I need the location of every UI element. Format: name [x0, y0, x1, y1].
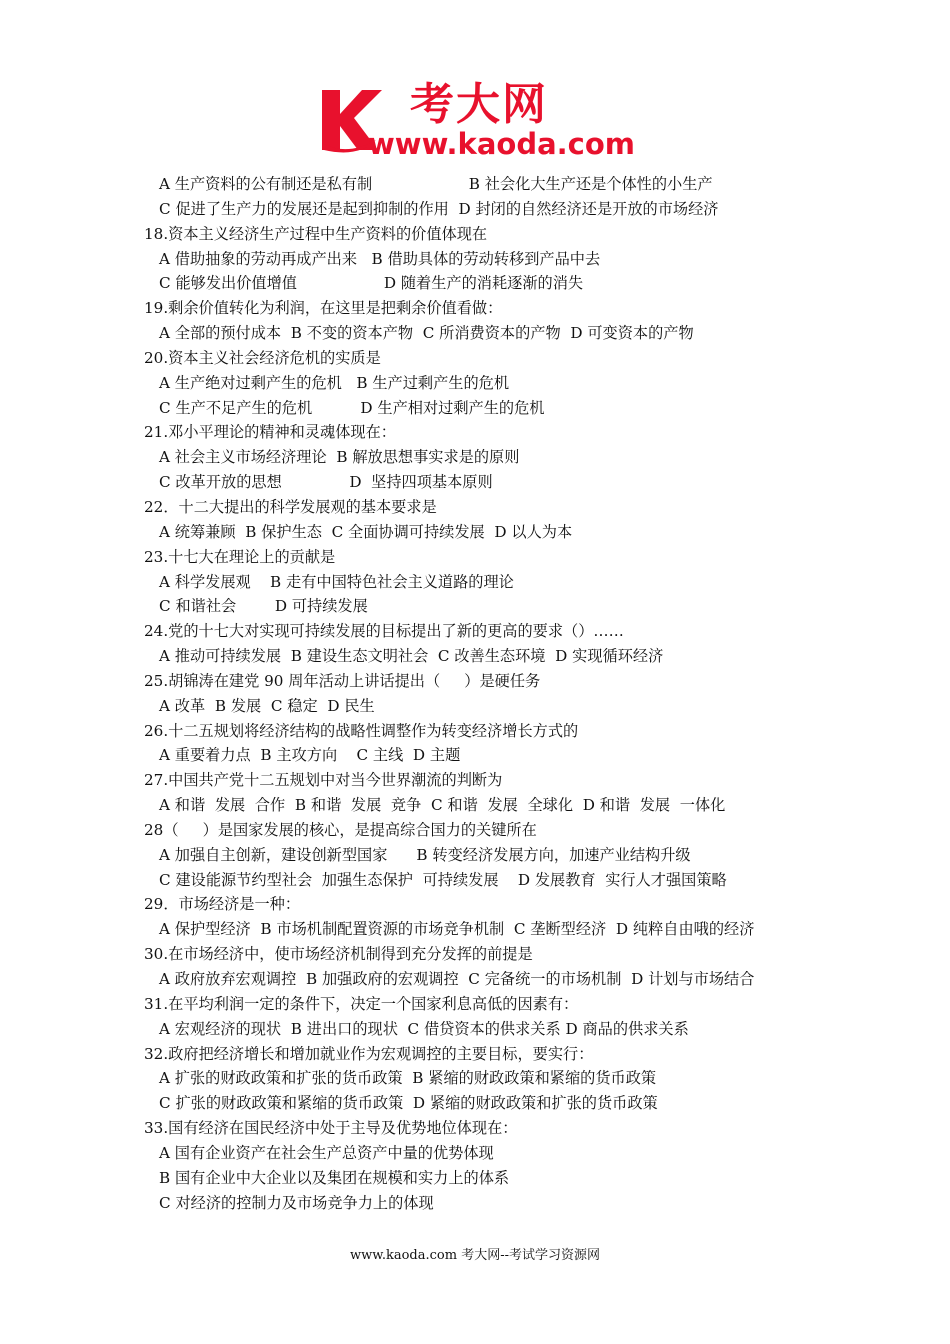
answer-options-line: A 和谐 发展 合作 B 和谐 发展 竞争 C 和谐 发展 全球化 D 和谐 发展 一体化: [159, 796, 726, 815]
logo-brand-name: 考大网: [410, 79, 548, 130]
answer-options-line: C 能够发出价值增值 D 随着生产的消耗逐渐的消失: [159, 274, 584, 293]
answer-options-line: A 科学发展观 B 走有中国特色社会主义道路的理论: [159, 572, 514, 591]
answer-options-line: A 加强自主创新，建设创新型国家 B 转变经济发展方向，加速产业结构升级: [159, 845, 691, 864]
answer-options-line: C 扩张的财政政策和紧缩的货币政策 D 紧缩的财政政策和扩张的货币政策: [159, 1094, 658, 1113]
question-line: 20.资本主义社会经济危机的实质是: [144, 348, 381, 367]
answer-options-line: A 保护型经济 B 市场机制配置资源的市场竞争机制 C 垄断型经济 D 纯粹自由哦的经济: [159, 920, 755, 939]
answer-options-line: A 宏观经济的现状 B 进出口的现状 C 借贷资本的供求关系 D 商品的供求关系: [159, 1019, 689, 1038]
answer-options-line: A 改革 B 发展 C 稳定 D 民生: [159, 696, 375, 715]
question-line: 24.党的十七大对实现可持续发展的目标提出了新的更高的要求（）……: [144, 622, 624, 641]
question-line: 25.胡锦涛在建党 90 周年活动上讲话提出（ ）是硬任务: [144, 671, 541, 690]
answer-options-line: A 社会主义市场经济理论 B 解放思想事实求是的原则: [159, 448, 520, 467]
question-line: 29．市场经济是一种：: [144, 895, 301, 914]
answer-options-line: A 重要着力点 B 主攻方向 C 主线 D 主题: [159, 746, 461, 765]
answer-options-line: A 国有企业资产在社会生产总资产中量的优势体现: [159, 1143, 494, 1162]
question-line: 32.政府把经济增长和增加就业作为宏观调控的主要目标，要实行：: [144, 1044, 594, 1063]
question-line: 27.中国共产党十二五规划中对当今世界潮流的判断为: [144, 771, 503, 790]
question-line: 28（ ）是国家发展的核心，是提高综合国力的关键所在: [144, 820, 537, 839]
question-line: 31.在平均利润一定的条件下，决定一个国家利息高低的因素有：: [144, 994, 579, 1013]
question-line: 18.资本主义经济生产过程中生产资料的价值体现在: [144, 224, 488, 243]
question-line: 33.国有经济在国民经济中处于主导及优势地位体现在：: [144, 1119, 518, 1138]
question-line: 19.剩余价值转化为利润，在这里是把剩余价值看做：: [144, 299, 503, 318]
answer-options-line: A 借助抽象的劳动再成产出来 B 借助具体的劳动转移到产品中去: [159, 249, 601, 268]
answer-options-line: C 建设能源节约型社会 加强生态保护 可持续发展 D 发展教育 实行人才强国策略: [159, 870, 727, 889]
question-line: 30.在市场经济中，使市场经济机制得到充分发挥的前提是: [144, 945, 533, 964]
answer-options-line: A 生产资料的公有制还是私有制 B 社会化大生产还是个体性的小生产: [159, 175, 713, 193]
page-footer: www.kaoda.com 考大网--考试学习资源网: [350, 1248, 600, 1263]
answer-options-line: C 生产不足产生的危机 D 生产相对过剩产生的危机: [159, 398, 545, 417]
question-line: 23.十七大在理论上的贡献是: [144, 547, 336, 566]
logo-url: www.kaoda.com: [368, 127, 635, 161]
answer-options-line: C 促进了生产力的发展还是起到抑制的作用 D 封闭的自然经济还是开放的市场经济: [159, 199, 719, 218]
kaoda-logo: [318, 80, 640, 162]
answer-options-line: A 生产绝对过剩产生的危机 B 生产过剩产生的危机: [159, 373, 510, 392]
answer-options-line: A 统筹兼顾 B 保护生态 C 全面协调可持续发展 D 以人为本: [159, 522, 573, 541]
answer-options-line: A 全部的预付成本 B 不变的资本产物 C 所消费资本的产物 D 可变资本的产物: [159, 324, 694, 343]
question-line: 22．十二大提出的科学发展观的基本要求是: [144, 497, 437, 516]
question-line: 26.十二五规划将经济结构的战略性调整作为转变经济增长方式的: [144, 721, 579, 740]
answer-options-line: C 对经济的控制力及市场竞争力上的体现: [159, 1193, 434, 1212]
answer-options-line: A 政府放弃宏观调控 B 加强政府的宏观调控 C 完备统一的市场机制 D 计划与市场结合: [159, 970, 755, 988]
question-list: [144, 172, 844, 1215]
answer-options-line: A 扩张的财政政策和扩张的货币政策 B 紧缩的财政政策和紧缩的货币政策: [159, 1069, 657, 1088]
answer-options-line: C 改革开放的思想 D 坚持四项基本原则: [159, 473, 493, 492]
answer-options-line: A 推动可持续发展 B 建设生态文明社会 C 改善生态环境 D 实现循环经济: [159, 647, 664, 666]
answer-options-line: C 和谐社会 D 可持续发展: [159, 597, 368, 616]
question-line: 21.邓小平理论的精神和灵魂体现在：: [144, 423, 396, 442]
answer-options-line: B 国有企业中大企业以及集团在规模和实力上的体系: [159, 1168, 510, 1187]
